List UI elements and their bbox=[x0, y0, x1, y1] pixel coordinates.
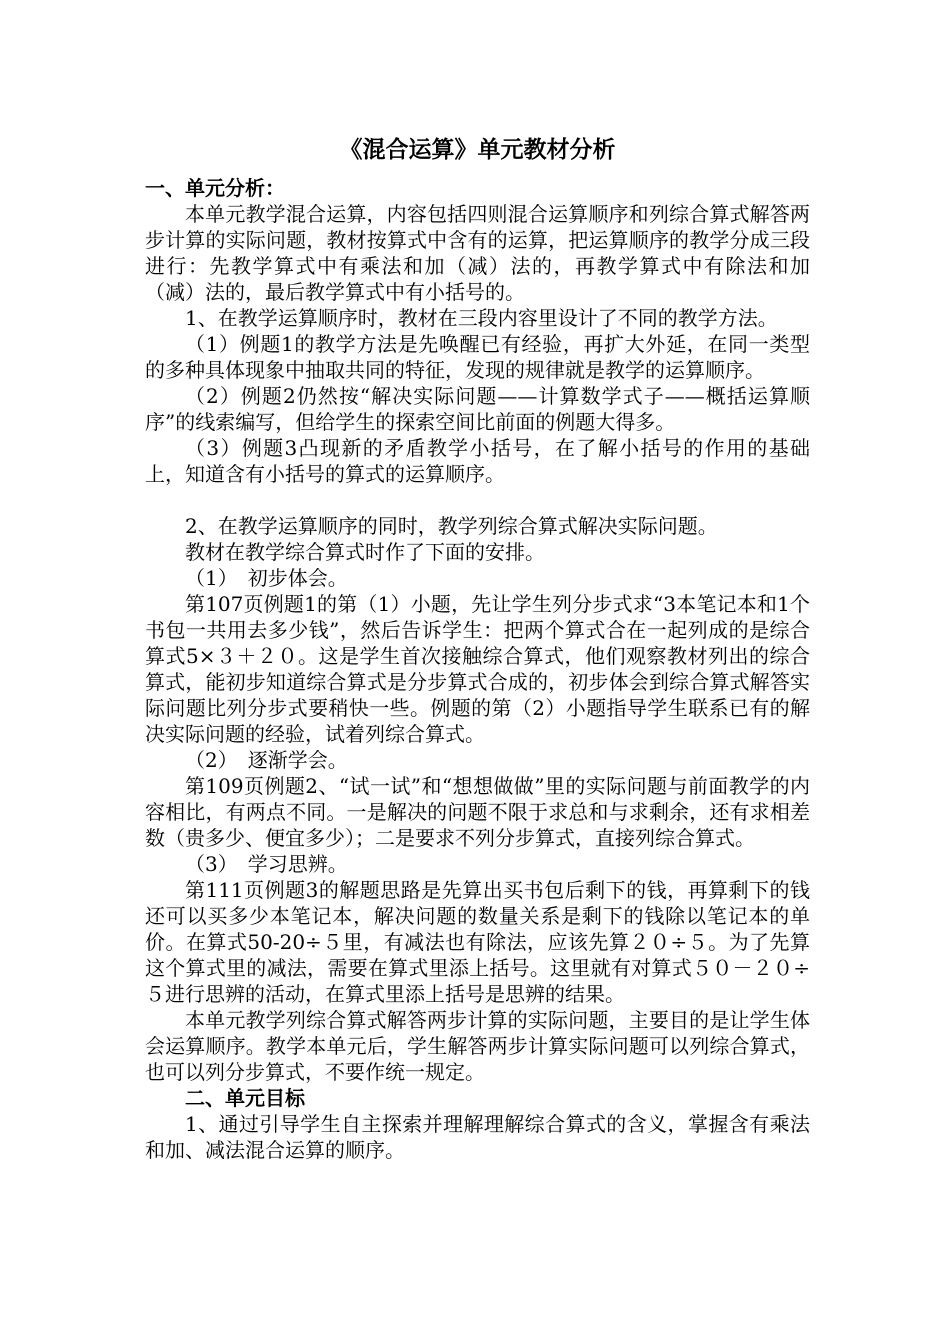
paragraph-example-3: 第111页例题3的解题思路是先算出买书包后剩下的钱，再算剩下的钱还可以买多少本笔记本，解决问题的数量关系是剩下的钱除以笔记本的单价。在算式50-20÷５里，有减法也有除法，应该先算２０÷５。为了先算这个算式里的减法，需要在算式里添上括号。这里就有对算式５０－２０÷５进行思辨的活动，在算式里添上括号是思辨的结果。 bbox=[145, 878, 810, 1006]
paragraph-sub-1: （1）例题1的教学方法是先唤醒已有经验，再扩大外延，在同一类型的多种具体现象中抽取共同的特征，发现的规律就是教学的运算顺序。 bbox=[145, 332, 810, 382]
paragraph-goal-1: 1、通过引导学生自主探索并理解理解综合算式的含义，掌握含有乘法和加、减法混合运算的顺序。 bbox=[145, 1112, 810, 1162]
paragraph-intro: 本单元教学混合运算，内容包括四则混合运算顺序和列综合算式解答两步计算的实际问题，教材按算式中含有的运算，把运算顺序的教学分成三段进行：先教学算式中有乘法和加（减）法的，再教学算式中有除法和加（减）法的，最后教学算式中有小括号的。 bbox=[145, 202, 810, 304]
paragraph-point-1: 1、在教学运算顺序时，教材在三段内容里设计了不同的教学方法。 bbox=[185, 306, 778, 330]
section-heading-unit-goals: 二、单元目标 bbox=[185, 1086, 305, 1110]
paragraph-example-1: 第107页例题1的第（1）小题，先让学生列分步式求“3本笔记本和1个书包一共用去多少钱”，然后告诉学生：把两个算式合在一起列成的是综合算式5×３＋２０。这是学生首次接触综合算式，他们观察教材列出的综合算式，能初步知道综合算式是分步算式合成的，初步体会到综合算式解答实际问题比列分步式要稍快一些。例题的第（2）小题指导学生联系已有的解决实际问题的经验，试着列综合算式。 bbox=[145, 592, 810, 746]
paragraph-example-2: 第109页例题2、“试一试”和“想想做做”里的实际问题与前面教学的内容相比，有两点不同。一是解决的问题不限于求总和与求剩余，还有求相差数（贵多少、便宜多少）；二是要求不列分步算式，直接列综合算式。 bbox=[145, 774, 810, 850]
paragraph-sub-3: （3）例题3凸现新的矛盾教学小括号，在了解小括号的作用的基础上，知道含有小括号的算式的运算顺序。 bbox=[145, 436, 810, 486]
sub-heading-initial-experience: （1） 初步体会。 bbox=[185, 566, 348, 590]
paragraph-sub-2: （2）例题2仍然按“解决实际问题——计算数学式子——概括运算顺序”的线索编写，但给学生的探索空间比前面的例题大得多。 bbox=[145, 384, 810, 434]
section-heading-unit-analysis: 一、单元分析： bbox=[145, 176, 285, 200]
document-body bbox=[145, 135, 810, 1163]
sub-heading-gradual-learning: （2） 逐渐学会。 bbox=[185, 748, 348, 772]
paragraph-arrangement: 教材在教学综合算式时作了下面的安排。 bbox=[185, 540, 545, 564]
paragraph-summary: 本单元教学列综合算式解答两步计算的实际问题，主要目的是让学生体会运算顺序。教学本单元后，学生解答两步计算实际问题可以列综合算式，也可以列分步算式，不要作统一规定。 bbox=[145, 1008, 810, 1084]
paragraph-point-2: 2、在教学运算顺序的同时，教学列综合算式解决实际问题。 bbox=[185, 514, 718, 538]
document-title: 《混合运算》单元教材分析 bbox=[339, 137, 616, 163]
blank-line bbox=[145, 487, 810, 513]
sub-heading-reasoning: （3） 学习思辨。 bbox=[185, 852, 348, 876]
